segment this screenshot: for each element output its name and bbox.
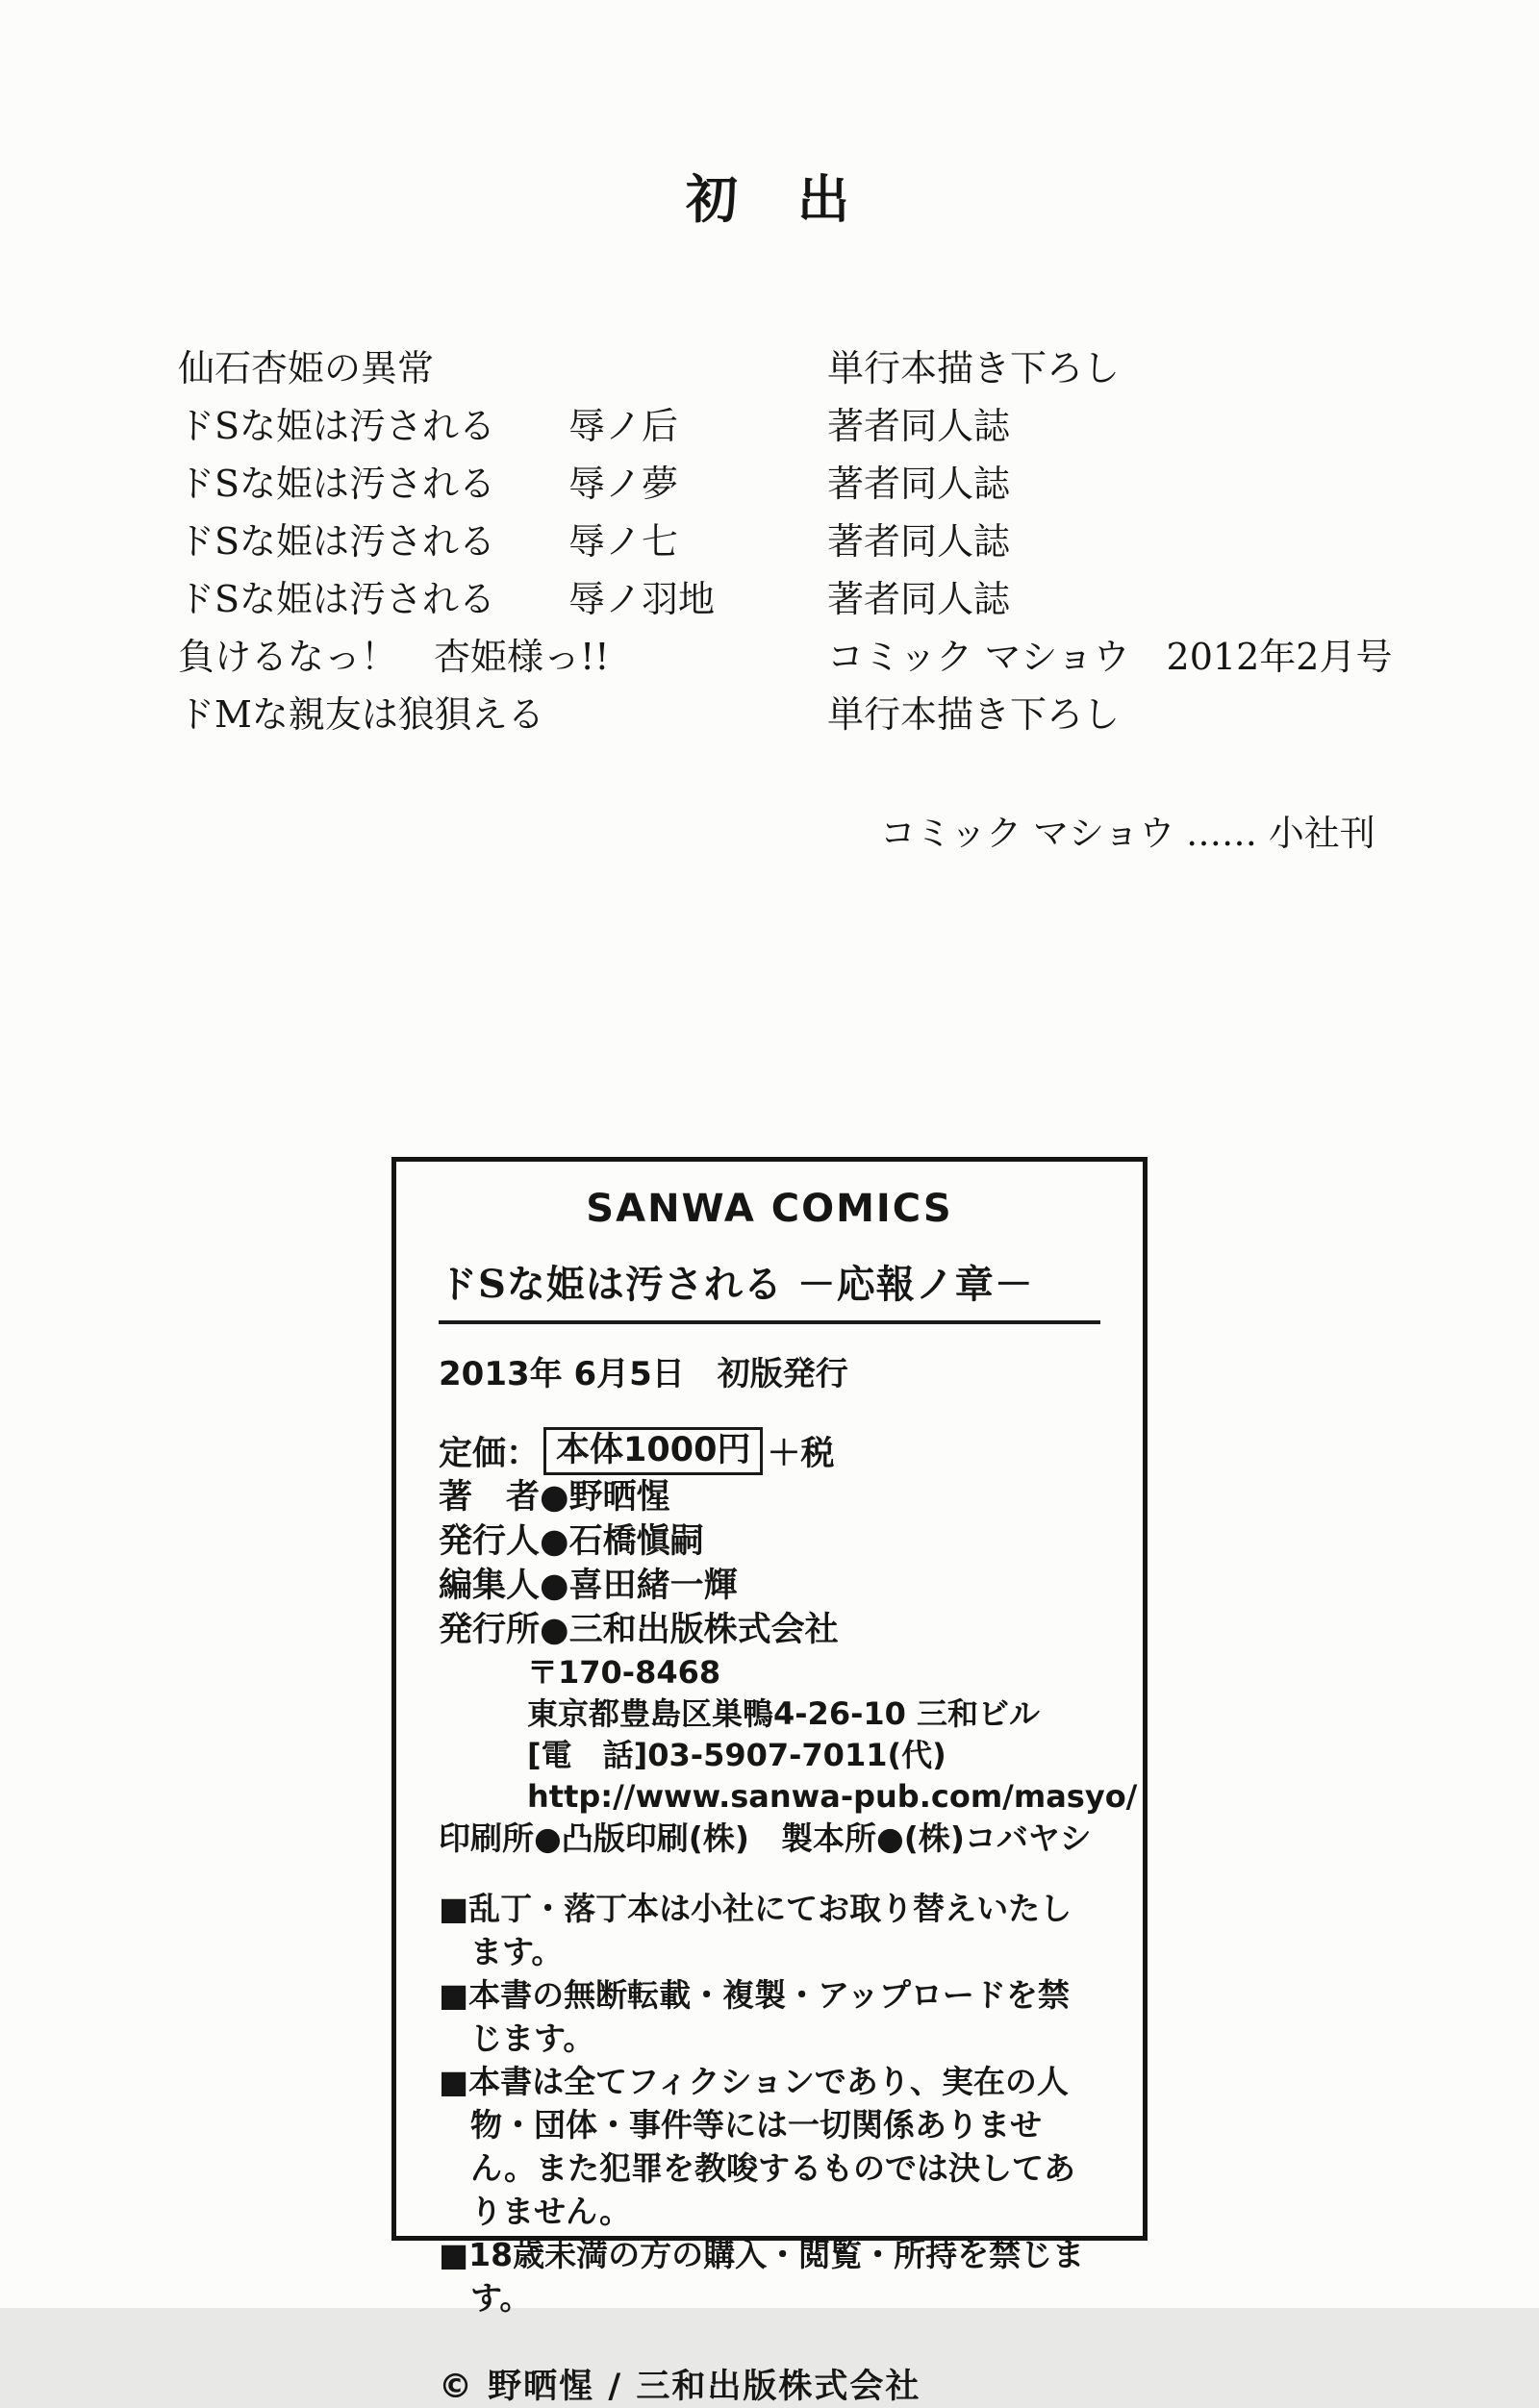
price-label: 定価：: [439, 1435, 541, 1473]
price-line: [439, 1427, 1100, 1475]
imprint-label: SANWA COMICS: [586, 1187, 953, 1231]
credit-label: 発行所: [439, 1611, 541, 1649]
publication-row: [178, 627, 1419, 685]
publisher-note: コミック マショウ …… 小社刊: [880, 813, 1375, 854]
notice-age-restriction: ■18歳未満の方の購入・閲覧・所持を禁じます。: [439, 2236, 1085, 2317]
postal-code: 〒170-8468: [527, 1654, 721, 1691]
bullet-separator: ●: [540, 1567, 569, 1605]
credit-label: 発行人: [439, 1522, 541, 1561]
publication-row: [178, 512, 1419, 569]
publication-row: [178, 569, 1419, 627]
publication-row: [178, 454, 1419, 512]
work-title: ドSな姫は汚される 辱ノ七: [178, 520, 679, 563]
credit-label: 著 者: [439, 1478, 541, 1517]
printer-binder-line: 印刷所●凸版印刷(株) 製本所●(株)コバヤシ: [439, 1819, 1092, 1857]
street-address: 東京都豊島区巣鴨4-26-10 三和ビル: [527, 1695, 1041, 1732]
credit-value: 三和出版株式会社: [568, 1611, 839, 1649]
notice-defective-copies: ■乱丁・落丁本は小社にてお取り替えいたします。: [439, 1890, 1072, 1970]
notice-fiction-disclaimer: ■本書は全てフィクションであり、実在の人物・団体・事件等には一切関係ありません。また犯罪を教唆するものでは決してありません。: [439, 2063, 1075, 2230]
publication-row: [178, 396, 1419, 454]
publication-row: [178, 685, 1419, 742]
notice-no-reproduction: ■本書の無断転載・複製・アップロードを禁じます。: [439, 1976, 1070, 2057]
publisher-address: [439, 1652, 1138, 1818]
credit-value: 野晒惺: [568, 1478, 670, 1517]
price-suffix: ＋税: [767, 1435, 835, 1473]
credit-row-publishing-company: [439, 1608, 1100, 1652]
copyright-line: © 野晒惺 / 三和出版株式会社: [439, 2368, 921, 2406]
colophon-box: [391, 1157, 1148, 2406]
work-title: ドSな姫は汚される 辱ノ夢: [178, 463, 679, 505]
bullet-separator: ●: [540, 1611, 569, 1649]
website-url: http://www.sanwa-pub.com/masyo/: [527, 1778, 1138, 1815]
credit-row-editor: [439, 1564, 1100, 1608]
price-boxed-value: 本体1000円: [543, 1427, 763, 1474]
source-label: 著者同人誌: [827, 578, 1011, 620]
credit-value: 石橋愼嗣: [568, 1522, 704, 1561]
work-title: 仙石杏姫の異常: [178, 347, 435, 389]
book-title: ドSな姫は汚される －応報ノ章－: [439, 1262, 1034, 1307]
phone-number: [電 話]03-5907-7011(代): [527, 1737, 946, 1773]
section-title: 初 出: [686, 168, 853, 230]
source-label: 単行本描き下ろし: [827, 347, 1121, 389]
credit-row-author: [439, 1475, 1100, 1519]
source-label: コミック マショウ 2012年2月号: [827, 636, 1393, 678]
credit-row-publisher-person: [439, 1519, 1100, 1564]
legal-notices: [439, 1887, 1100, 2320]
title-divider: [439, 1320, 1100, 1324]
credit-label: 編集人: [439, 1567, 541, 1605]
bullet-separator: ●: [540, 1478, 569, 1517]
source-label: 著者同人誌: [827, 463, 1011, 505]
work-title: ドMな親友は狼狽える: [178, 693, 544, 736]
work-title: ドSな姫は汚される 辱ノ后: [178, 405, 679, 447]
publication-row: [178, 339, 1419, 396]
work-title: ドSな姫は汚される 辱ノ羽地: [178, 578, 716, 620]
work-title: 負けるなっ！ 杏姫様っ!!: [178, 636, 610, 678]
source-label: 単行本描き下ろし: [827, 693, 1121, 736]
edition-date: 2013年 6月5日 初版発行: [439, 1355, 848, 1393]
source-label: 著者同人誌: [827, 520, 1011, 563]
source-label: 著者同人誌: [827, 405, 1011, 447]
first-publication-list: [178, 339, 1419, 742]
credit-value: 喜田緒一輝: [568, 1567, 738, 1605]
bullet-separator: ●: [540, 1522, 569, 1561]
